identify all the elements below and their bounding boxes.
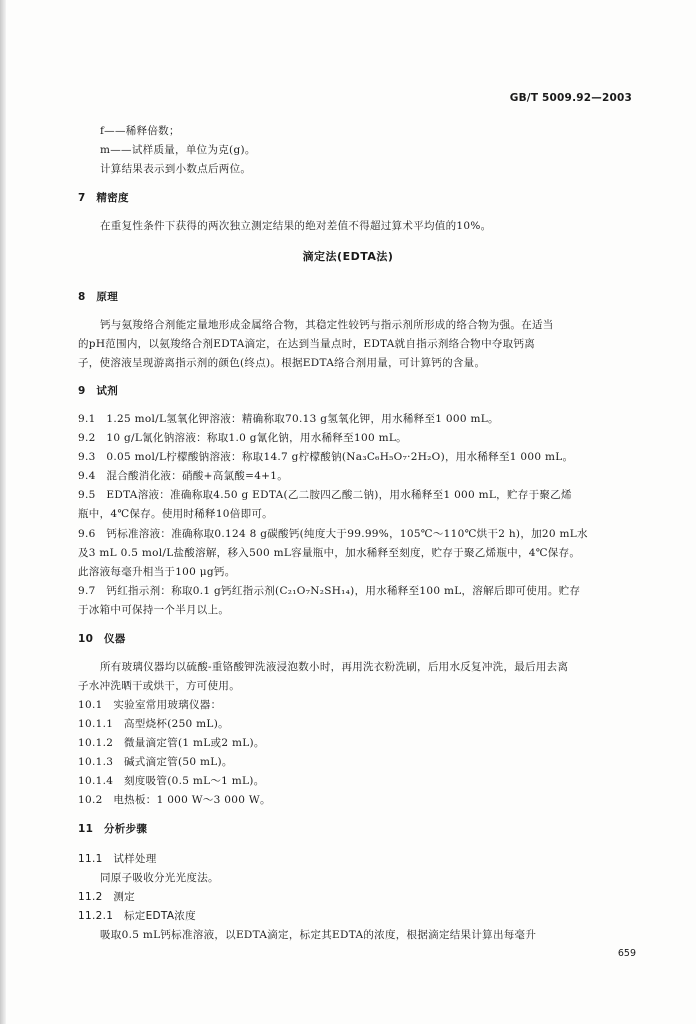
section-10-para-line1: 所有玻璃仪器均以硫酸-重铬酸钾洗液浸泡数小时，再用洗衣粉洗刷，后用水反复冲洗，最后用去离	[100, 661, 569, 673]
reagent-9-6-line1: 9.6 钙标准溶液：准确称取0.124 8 g碳酸钙(纯度大于99.99%，105℃～110℃烘干2 h)，加20 mL水	[78, 528, 588, 540]
section-8-para-line1: 钙与氨羧络合剂能定量地形成金属络合物，其稳定性较钙与指示剂所形成的络合物为强。在适当	[100, 319, 554, 331]
step-11-1-text: 同原子吸收分光光度法。	[100, 872, 219, 884]
instrument-10-1-2: 10.1.2 微量滴定管(1 mL或2 mL)。	[78, 737, 265, 749]
section-9-heading: 9 试剂	[78, 385, 119, 397]
section-11-heading: 11 分析步骤	[78, 823, 148, 835]
result-precision-note: 计算结果表示到小数点后两位。	[100, 163, 252, 175]
reagent-9-6-line2: 及3 mL 0.5 mol/L盐酸溶解，移入500 mL容量瓶中，加水稀释至刻度，贮存于聚乙烯瓶中，4℃保存。	[78, 547, 581, 559]
definition-f: f——稀释倍数；	[100, 125, 180, 137]
page-number: 659	[617, 948, 636, 959]
step-11-1-heading: 11.1 试样处理	[78, 853, 157, 865]
instrument-10-1-3: 10.1.3 碱式滴定管(50 mL)。	[78, 756, 233, 768]
standard-code: GB/T 5009.92—2003	[509, 92, 632, 104]
section-7-heading: 7 精密度	[78, 192, 129, 204]
reagent-9-4: 9.4 混合酸消化液：硝酸+高氯酸=4+1。	[78, 470, 289, 482]
section-7-text: 在重复性条件下获得的两次独立测定结果的绝对差值不得超过算术平均值的10%。	[100, 220, 492, 232]
step-11-2-1-text: 吸取0.5 mL钙标准溶液，以EDTA滴定，标定其EDTA的浓度，根据滴定结果计算出每毫升	[100, 929, 537, 941]
reagent-9-7-line2: 于冰箱中可保持一个半月以上。	[78, 604, 230, 616]
reagent-9-7-line1: 9.7 钙红指示剂：称取0.1 g钙红指示剂(C₂₁O₇N₂SH₁₄)，用水稀释至100 mL，溶解后即可使用。贮存	[78, 585, 581, 597]
definition-m: m——试样质量，单位为克(g)。	[100, 144, 256, 156]
reagent-9-2: 9.2 10 g/L氰化钠溶液：称取1.0 g氰化钠，用水稀释至100 mL。	[78, 432, 407, 444]
section-10-heading: 10 仪器	[78, 633, 126, 645]
step-11-2-heading: 11.2 测定	[78, 891, 135, 903]
reagent-9-6-line3: 此溶液每毫升相当于100 μg钙。	[78, 566, 236, 578]
instrument-10-1-4: 10.1.4 刻度吸管(0.5 mL～1 mL)。	[78, 775, 265, 787]
instrument-10-1: 10.1 实验室常用玻璃仪器：	[78, 699, 222, 711]
reagent-9-3: 9.3 0.05 mol/L柠檬酸钠溶液：称取14.7 g柠檬酸钠(Na₃C₆H₅O₇·2H₂O)，用水稀释至1 000 mL。	[78, 451, 574, 463]
step-11-2-1-heading: 11.2.1 标定EDTA浓度	[78, 910, 196, 922]
section-8-para-line3: 子，使溶液呈现游离指示剂的颜色(终点)。根据EDTA络合剂用量，可计算钙的含量。	[78, 357, 486, 369]
scan-shadow-edge	[0, 0, 6, 1024]
section-8-heading: 8 原理	[78, 291, 119, 303]
reagent-9-5-line1: 9.5 EDTA溶液：准确称取4.50 g EDTA(乙二胺四乙酸二钠)，用水稀释至1 000 mL，贮存于聚乙烯	[78, 489, 572, 501]
instrument-10-2: 10.2 电热板：1 000 W～3 000 W。	[78, 794, 271, 806]
method-title: 滴定法(EDTA法)	[302, 250, 394, 263]
instrument-10-1-1: 10.1.1 高型烧杯(250 mL)。	[78, 718, 229, 730]
reagent-9-1: 9.1 1.25 mol/L氢氧化钾溶液：精确称取70.13 g氢氧化钾，用水稀释至1 000 mL。	[78, 413, 499, 425]
reagent-9-5-line2: 瓶中，4℃保存。使用时稀释10倍即可。	[78, 508, 273, 520]
section-10-para-line2: 子水冲洗晒干或烘干，方可使用。	[78, 680, 240, 692]
section-8-para-line2: 的pH范围内，以氨羧络合剂EDTA滴定，在达到当量点时，EDTA就自指示剂络合物中夺取钙离	[78, 338, 536, 350]
